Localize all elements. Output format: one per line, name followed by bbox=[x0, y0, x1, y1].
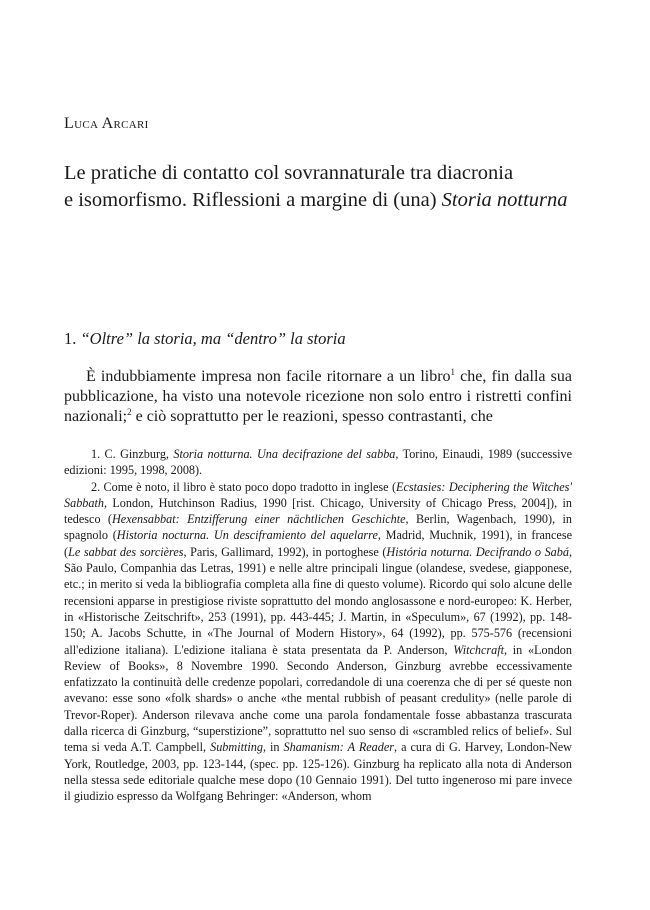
section-heading bbox=[64, 329, 346, 349]
footnote-2-s2: Ecstasies: Deciphering the Witches' Sabbath bbox=[64, 479, 572, 510]
footnote-1-text-c: , Torino, Einaudi, 1989 (successive edizioni: 1995, 1998, 2008). bbox=[64, 447, 572, 478]
footnote-2-s4: Hexensabbat: Entzifferung einer nächtlichen Geschichte bbox=[112, 512, 406, 527]
document-page bbox=[64, 0, 572, 910]
footnote-2-s9: , Paris, Gallimard, 1992), in portoghese ( bbox=[183, 544, 387, 559]
footnote-2-s7: , Madrid, Muchnik, 1991), in francese ( bbox=[64, 528, 572, 559]
section-title: “Oltre” la storia, ma “dentro” la storia bbox=[80, 329, 346, 348]
title-line-2-text: e isomorfismo. Riflessioni a margine di (una) bbox=[64, 189, 442, 211]
footnote-1-text-a: 1. C. Ginzburg, bbox=[91, 447, 174, 461]
body-text-1: È indubbiamente impresa non facile ritornare a un libro bbox=[86, 368, 451, 385]
body-text-3: e ciò soprattutto per le reazioni, spesso contrastanti, che bbox=[131, 408, 493, 425]
title-italic-work: Storia notturna bbox=[441, 189, 568, 211]
footnote-2-s15: , in bbox=[262, 740, 284, 755]
footnote-2-s12: Witchcraft bbox=[453, 642, 505, 657]
body-paragraph bbox=[64, 367, 572, 427]
footnotes bbox=[64, 446, 572, 805]
title-line-1: Le pratiche di contatto col sovrannaturale tra diacronia bbox=[64, 162, 514, 184]
footnote-2-s8: Le sabbat des sorcières bbox=[68, 544, 184, 559]
footnote-2-s17: , a cura di G. Harvey, London-New York, Routledge, 2003, pp. 123-144, (spec. pp. 125-126). Ginzburg ha replicato alla nota di Anderson nella stessa sede editoriale qualche mese dopo (10 Gennaio 1991). Del tutto ingeneroso mi pare invece il giudizio espresso da Wolfgang Behringer: «Anderson, whom bbox=[64, 740, 572, 804]
title-line-2 bbox=[64, 187, 572, 214]
footnote-2 bbox=[64, 479, 572, 805]
article-title bbox=[64, 160, 572, 214]
footnote-2-s14: Submitting bbox=[210, 740, 263, 755]
section-number: 1. bbox=[64, 329, 81, 348]
footnote-2-s3: , London, Hutchinson Radius, 1990 [rist. Chicago, University of Chicago Press, 2004]), in tedesco ( bbox=[64, 495, 572, 527]
footnote-2-s6: Historia nocturna. Un desciframiento del aquelarre bbox=[116, 528, 378, 543]
body-text-2: che, fin dalla sua pubblicazione, ha visto una notevole ricezione non solo entro i ristretti confini nazionali; bbox=[64, 368, 572, 425]
footnote-ref-2[interactable]: 2 bbox=[127, 407, 132, 417]
footnote-2-s16: Shamanism: A Reader bbox=[283, 740, 395, 755]
footnote-2-s11: , São Paulo, Companhia das Letras, 1991) e nelle altre principali lingue (olandese, svedese, giapponese, etc.; in merito si veda la bibliografia completa alla fine di questo volume). Ricordo qui solo alcune delle recensioni apparse in prestigiose riviste soprattutto del mondo anglosassone e nord-europeo: K. Herber, in «Historische Zeitschrift», 253 (1991), pp. 443-445; J. Martin, in «Speculum», 67 (1992), pp. 148-150; A. Jacobs Schutte, in «The Journal of Modern History», 64 (1992), pp. 575-576 (recensioni all'edizione italiana). L'edizione italiana è stata presentata da P. Anderson, bbox=[64, 544, 572, 657]
footnote-2-s10: História noturna. Decifrando o Sabá bbox=[386, 544, 569, 559]
footnote-1-title: Storia notturna. Una decifrazione del sabba bbox=[173, 447, 396, 461]
footnote-1 bbox=[64, 446, 572, 479]
footnote-2-s13: , in «London Review of Books», 8 Novembre 1990. Secondo Anderson, Ginzburg avrebbe eccessivamente enfatizzato la continuità delle credenze popolari, corredandole di una coerenza che di per sé queste non avevano: esse sono «folk shards» o anche «the mental rubbish of peasant credulity» (nelle parole di Trevor-Roper). Anderson rilevava anche come una parola fondamentale fosse abbastanza trascurata dalla ricerca di Ginzburg, “superstizione”, soprattutto nel suo senso di «scrambled relics of belief». Sul tema si veda A.T. Campbell, bbox=[64, 642, 572, 755]
footnote-ref-1[interactable]: 1 bbox=[450, 367, 456, 377]
author-name: Luca Arcari bbox=[64, 115, 149, 132]
footnote-2-s1: 2. Come è noto, il libro è stato poco dopo tradotto in inglese ( bbox=[91, 479, 396, 494]
footnote-2-s5: , Berlin, Wagenbach, 1990), in spagnolo ( bbox=[64, 512, 572, 543]
